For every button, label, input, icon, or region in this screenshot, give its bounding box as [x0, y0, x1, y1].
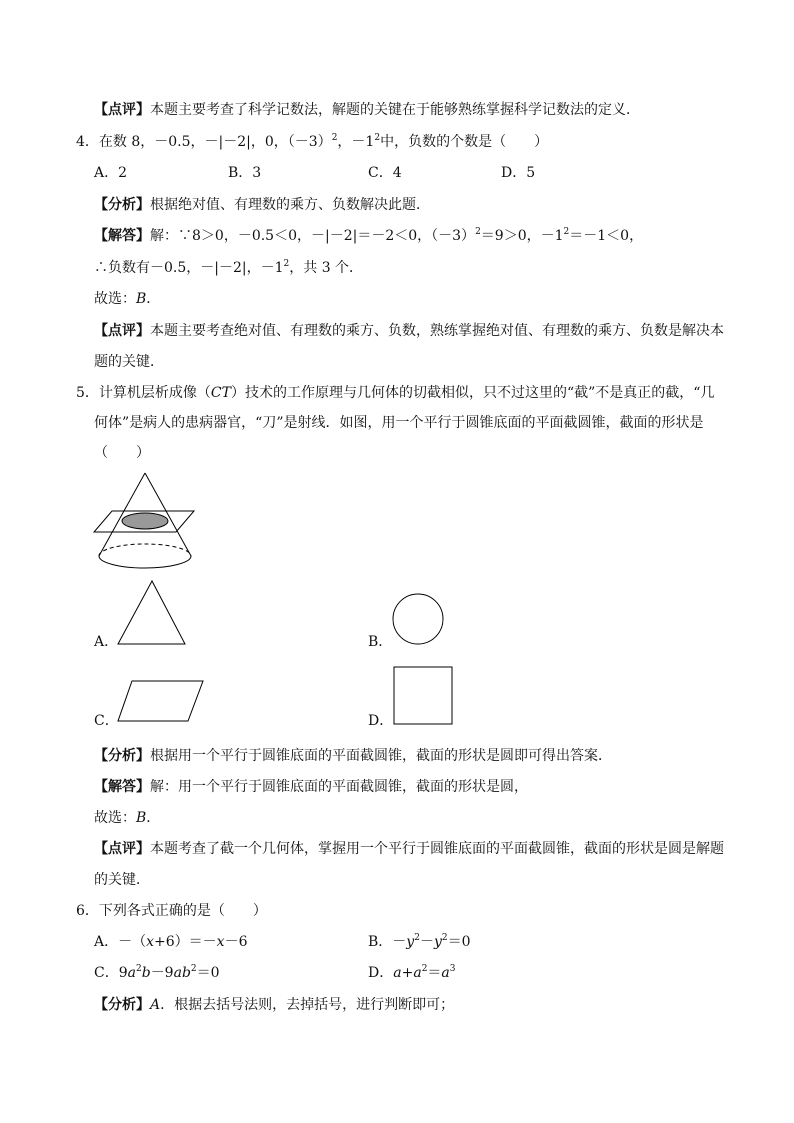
comment-tag: 【点评】 — [94, 323, 150, 339]
answer-text: 解：∵8＞0，－0.5＜0，－|－2|＝－2＜0，（－3） — [150, 228, 476, 244]
var: b — [141, 965, 151, 981]
cross-section-ellipse — [122, 513, 168, 529]
q6-option-a — [94, 932, 248, 952]
q4-answer-line2 — [94, 258, 363, 278]
analysis-tag: 【分析】 — [94, 197, 150, 213]
var: a — [413, 965, 422, 981]
exponent: 2 — [441, 933, 448, 943]
q5-option-c-label: C． — [94, 713, 119, 729]
exponent: 2 — [374, 133, 381, 143]
q5-stem-line2: 何体”是病人的患病器官，“刀”是射线．如图，用一个平行于圆锥底面的平面截圆锥，截面的形状是 — [94, 415, 704, 431]
exponent: 2 — [563, 227, 570, 237]
var: x — [216, 934, 225, 950]
q4-option-a: A．2 — [94, 165, 128, 181]
triangle-option — [115, 578, 189, 648]
q4-comment-line2: 题的关键． — [94, 354, 164, 370]
answer-text: ∴负数有－0.5，－|－2|，－1 — [94, 260, 284, 276]
q5-analysis — [94, 746, 612, 766]
choice-prefix: 故选： — [94, 810, 136, 826]
q4-comment — [94, 321, 724, 341]
comment-text: 本题考查了截一个几何体，掌握用一个平行于圆锥底面的平面截圆锥，截面的形状是圆是解题 — [150, 841, 724, 857]
cone-base-back — [99, 544, 191, 556]
var: y — [406, 934, 415, 950]
q4-choice — [94, 289, 160, 309]
choice-suffix: ． — [146, 291, 161, 307]
q4-analysis — [94, 195, 430, 215]
exponent: 2 — [414, 933, 420, 943]
exponent: 2 — [421, 964, 428, 974]
opt-text: C．9 — [94, 965, 128, 981]
answer-text: 解：用一个平行于圆锥底面的平面截圆锥，截面的形状是圆， — [150, 779, 528, 795]
comment-text: 本题主要考查了科学记数法，解题的关键在于能够熟练掌握科学记数法的定义． — [150, 102, 640, 118]
q5-comment — [94, 839, 724, 859]
q6-stem: 6．下列各式正确的是（ ） — [76, 903, 267, 919]
var: a — [441, 965, 450, 981]
q4-option-d: D．5 — [501, 165, 536, 181]
q6-option-b — [368, 932, 471, 952]
choice-prefix: 故选： — [94, 291, 136, 307]
q6-option-c — [94, 963, 220, 983]
var: ab — [173, 965, 191, 981]
answer-text: ＝－1＜0， — [569, 228, 644, 244]
comment-tag: 【点评】 — [94, 841, 150, 857]
stem-text: 中，负数的个数是（ ） — [380, 134, 549, 150]
opt-text: － — [419, 934, 434, 950]
comment-text: 本题主要考查绝对值、有理数的乘方、负数，熟练掌握绝对值、有理数的乘方、负数是解决本 — [150, 323, 724, 339]
opt-text: + — [401, 965, 414, 981]
q4-answer — [94, 226, 643, 246]
cone-figure — [90, 470, 200, 572]
q6-analysis — [94, 995, 454, 1015]
exponent: 3 — [449, 964, 456, 974]
analysis-text: 根据用一个平行于圆锥底面的平面截圆锥，截面的形状是圆即可得出答案． — [150, 748, 612, 764]
square-option — [392, 665, 456, 727]
option-letter: A — [150, 997, 161, 1013]
opt-text: －6 — [224, 934, 248, 950]
var: y — [433, 934, 442, 950]
q4-option-c: C．4 — [368, 165, 402, 181]
exponent: 2 — [135, 964, 142, 974]
answer-tag: 【解答】 — [94, 228, 150, 244]
analysis-tag: 【分析】 — [94, 748, 150, 764]
answer-tag: 【解答】 — [94, 779, 150, 795]
var: a — [393, 965, 402, 981]
q4-stem — [76, 132, 548, 152]
choice-letter: B — [136, 810, 147, 826]
choice-suffix: ． — [146, 810, 161, 826]
var: x — [146, 934, 155, 950]
q5-option-d-label: D． — [368, 713, 394, 729]
q5-choice — [94, 808, 160, 828]
circle-option — [390, 592, 446, 648]
q6-option-d — [368, 963, 456, 983]
stem-text: ，－1 — [337, 134, 375, 150]
q5-stem-line3: （ ） — [94, 445, 150, 461]
stem-text: 5．计算机层析成像（ — [76, 385, 211, 401]
exponent: 2 — [331, 133, 338, 143]
analysis-tag: 【分析】 — [94, 997, 150, 1013]
opt-text: A．－（ — [94, 934, 147, 950]
comment-tag: 【点评】 — [94, 102, 150, 118]
opt-text: ＝0 — [447, 934, 471, 950]
stem-text: ）技术的工作原理与几何体的切截相似，只不过这里的“截”不是真正的截，“几 — [230, 385, 715, 401]
answer-text: ，共 3 个． — [289, 260, 364, 276]
parallelogram-option — [116, 678, 206, 724]
opt-text: ＝0 — [196, 965, 220, 981]
q4-option-b: B．3 — [228, 165, 262, 181]
q5-option-b-label: B． — [368, 634, 393, 650]
stem-text: 4．在数 8，－0.5，－|－2|，0，（－3） — [76, 134, 332, 150]
analysis-text: 根据绝对值、有理数的乘方、负数解决此题． — [150, 197, 430, 213]
q5-answer — [94, 777, 528, 797]
q3-comment — [94, 100, 640, 120]
answer-text: ＝9＞0，－1 — [480, 228, 564, 244]
choice-letter: B — [136, 291, 147, 307]
exponent: 2 — [475, 227, 481, 237]
var: a — [127, 965, 136, 981]
analysis-text: ．根据去括号法则，去掉括号，进行判断即可； — [160, 997, 455, 1013]
q5-option-a-label: A． — [94, 634, 119, 650]
q5-comment-line2: 的关键． — [94, 872, 150, 888]
opt-text: B．－ — [368, 934, 407, 950]
opt-text: D． — [368, 965, 394, 981]
stem-ct: CT — [210, 385, 231, 401]
opt-text: ＝ — [427, 965, 442, 981]
opt-text: －9 — [150, 965, 174, 981]
cone-base-front — [99, 556, 191, 568]
exponent: 2 — [190, 964, 197, 974]
opt-text: +6）＝－ — [154, 934, 217, 950]
exponent: 2 — [283, 259, 290, 269]
q5-stem-line1 — [76, 383, 714, 403]
